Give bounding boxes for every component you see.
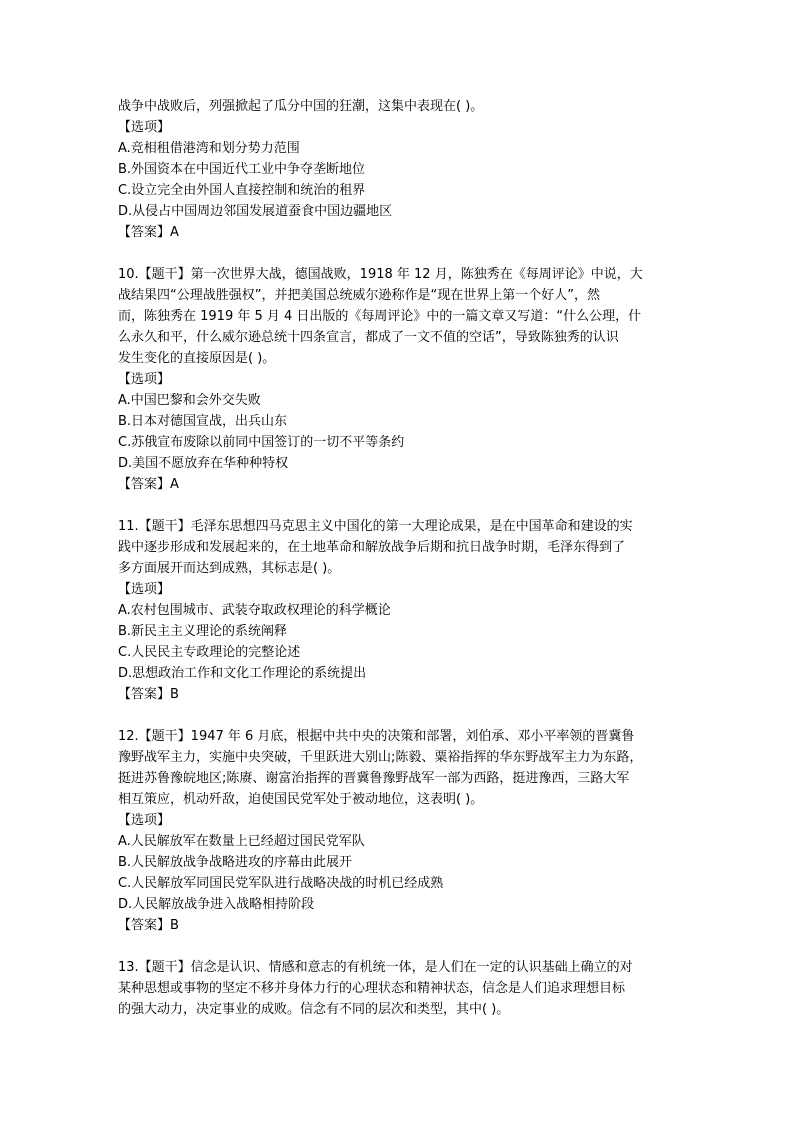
option-b: B.人民解放战争战略进攻的序幕由此展开 (118, 855, 353, 870)
option-d: D.从侵占中国周边邻国发展道蚕食中国边疆地区 (118, 204, 393, 219)
option-d: D.人民解放战争进入战略相持阶段 (118, 897, 315, 912)
question-stem-line: 而，陈独秀在 1919 年 5 月 4 日出版的《每周评论》中的一篇文章又写道：“什么公理，什 (118, 309, 642, 324)
option-b: B.新民主主义理论的系统阐释 (118, 624, 288, 639)
answer: 【答案】B (118, 687, 179, 702)
question-stem: 战争中战败后，列强掀起了瓜分中国的狂潮，这集中表现在( )。 (118, 99, 484, 114)
question-stem-line: 多方面展开而达到成熟，其标志是( )。 (118, 561, 341, 576)
question-10 (118, 264, 688, 495)
question-stem-line: 某种思想或事物的坚定不移并身体力行的心理状态和精神状态，信念是人们追求理想目标 (118, 981, 626, 996)
option-a: A.中国巴黎和会外交失败 (118, 393, 261, 408)
options-label: 【选项】 (118, 120, 171, 135)
answer: 【答案】A (118, 477, 179, 492)
option-a: A.农村包围城市、武装夺取政权理论的科学概论 (118, 603, 391, 618)
question-stem-line: 13.【题干】信念是认识、情感和意志的有机统一体，是人们在一定的认识基础上确立的对 (118, 960, 633, 975)
option-c: C.人民解放军同国民党军队进行战略决战的时机已经成熟 (118, 876, 444, 891)
option-c: C.设立完全由外国人直接控制和统治的租界 (118, 183, 366, 198)
answer: 【答案】B (118, 918, 179, 933)
question-13 (118, 957, 688, 1020)
option-d: D.美国不愿放弃在华种种特权 (118, 456, 289, 471)
question-stem-line: 么永久和平，什么威尔逊总统十四条宣言，都成了一文不值的空话”，导致陈独秀的认识 (118, 330, 619, 345)
question-stem-line: 战结果四“公理战胜强权”，并把美国总统威尔逊称作是“现在世界上第一个好人”，然 (118, 288, 600, 303)
options-label: 【选项】 (118, 372, 171, 387)
question-stem-line: 11.【题干】毛泽东思想四马克思主义中国化的第一大理论成果，是在中国革命和建设的实 (118, 519, 633, 534)
answer: 【答案】A (118, 225, 179, 240)
option-c: C.人民民主专政理论的完整论述 (118, 645, 301, 660)
option-d: D.思想政治工作和文化工作理论的系统提出 (118, 666, 367, 681)
question-stem-line: 10.【题干】第一次世界大战，德国战败，1918 年 12 月，陈独秀在《每周评论》中说，大 (118, 267, 643, 282)
question-stem-line: 挺进苏鲁豫皖地区;陈赓、谢富治指挥的晋冀鲁豫野战军一部为西路，挺进豫西，三路大军 (118, 771, 630, 786)
option-c: C.苏俄宣布废除以前同中国签订的一切不平等条约 (118, 435, 405, 450)
options-label: 【选项】 (118, 813, 171, 828)
question-stem-line: 相互策应，机动歼敌，迫使国民党军处于被动地位，这表明( )。 (118, 792, 484, 807)
question-stem-line: 的强大动力，决定事业的成败。信念有不同的层次和类型，其中( )。 (118, 1002, 510, 1017)
options-label: 【选项】 (118, 582, 171, 597)
question-stem-line: 发生变化的直接原因是( )。 (118, 351, 276, 366)
question-stem-line: 12.【题干】1947 年 6 月底，根据中共中央的决策和部署，刘伯承、邓小平率领的晋冀鲁 (118, 729, 635, 744)
option-a: A.人民解放军在数量上已经超过国民党军队 (118, 834, 365, 849)
question-stem-line: 豫野战军主力，实施中央突破，千里跃进大别山;陈毅、粟裕指挥的华东野战军主力为东路， (118, 750, 643, 765)
document-page (118, 96, 688, 1020)
question-9 (118, 96, 688, 243)
question-stem-line: 践中逐步形成和发展起来的，在土地革命和解放战争后期和抗日战争时期，毛泽东得到了 (118, 540, 626, 555)
question-12 (118, 726, 688, 936)
option-b: B.外国资本在中国近代工业中争夺垄断地位 (118, 162, 366, 177)
question-11 (118, 516, 688, 705)
option-b: B.日本对德国宣战，出兵山东 (118, 414, 288, 429)
option-a: A.竞相租借港湾和划分势力范围 (118, 141, 300, 156)
